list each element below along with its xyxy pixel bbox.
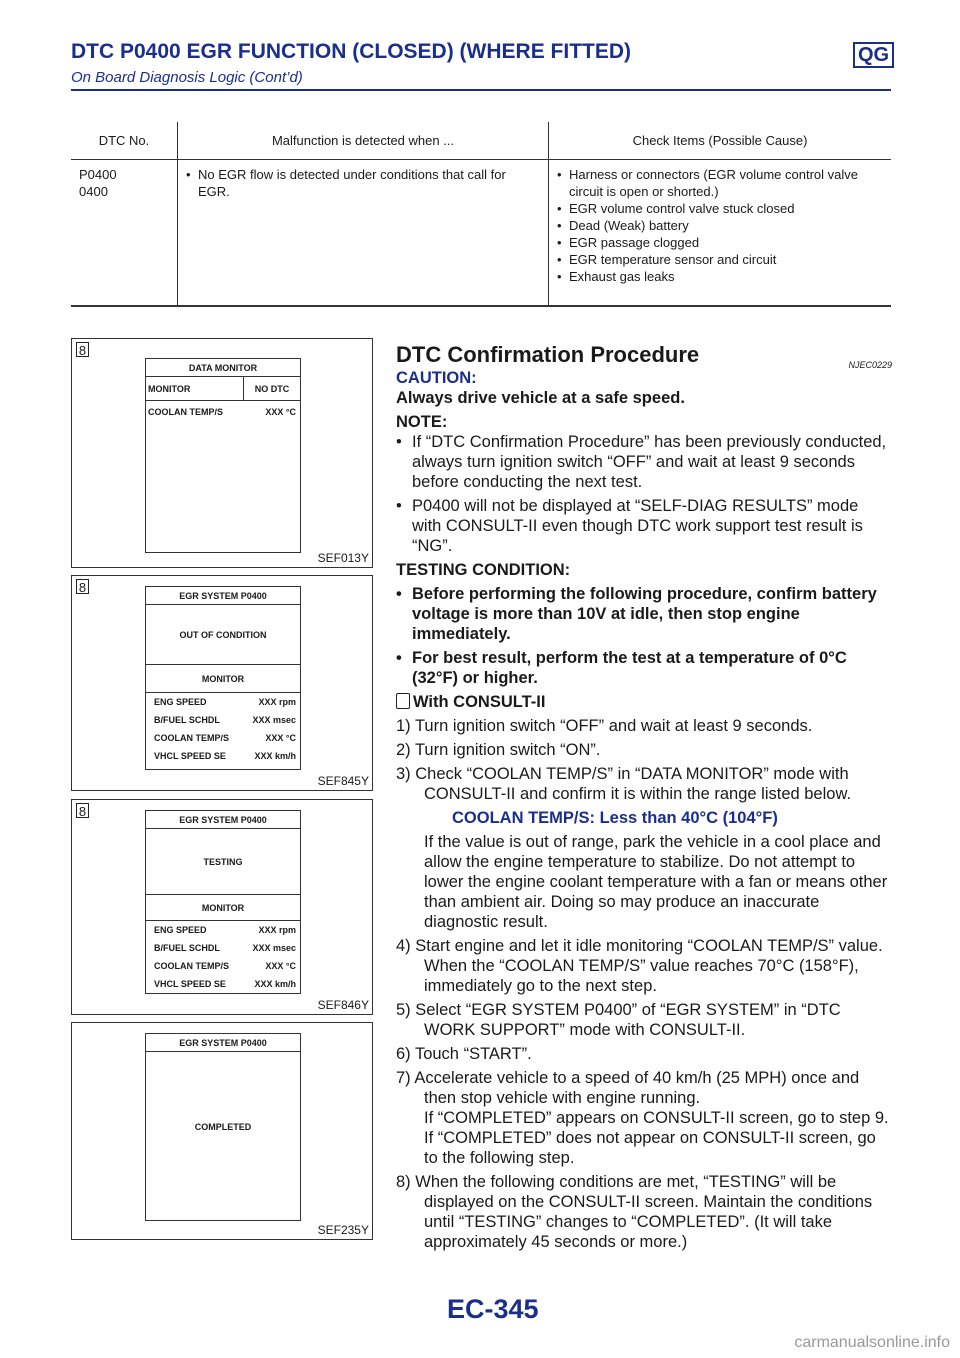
testing-condition-item: • For best result, perform the test at a temperature of 0°C (32°F) or higher. [396,648,892,688]
malfunction-cell [178,160,549,307]
data-value: XXX km/h [254,751,296,761]
data-row [146,733,300,743]
figure-testing [71,799,373,1015]
data-value: XXX msec [252,943,296,953]
figure-caption: SEF013Y [317,551,369,565]
step-item: 1) Turn ignition switch “OFF” and wait at least 9 seconds. [396,717,813,735]
data-label: COOLAN TEMP/S [148,407,224,417]
data-label: VHCL SPEED SE [154,979,226,989]
data-value: XXX km/h [254,979,296,989]
table-row [71,160,891,307]
step-item: 3) Check “COOLAN TEMP/S” in “DATA MONITOR” mode with CONSULT-II and confirm it is within the range listed below. [396,765,852,803]
figure-caption: SEF845Y [317,774,369,788]
screen-status: TESTING [146,829,300,895]
column-header: Check Items (Possible Cause) [549,122,892,160]
consult-screen [145,586,301,770]
page-title: DTC P0400 EGR FUNCTION (CLOSED) (WHERE FITTED) [71,40,632,63]
step-item: 6) Touch “START”. [396,1045,532,1063]
data-row [146,961,300,971]
section-code: NJEC0229 [848,360,892,370]
figure-completed [71,1022,373,1240]
column-header: DTC No. [71,122,178,160]
procedure-section [396,342,892,1256]
data-label: VHCL SPEED SE [154,751,226,761]
screen-status: COMPLETED [194,1122,252,1132]
data-row [146,401,300,417]
note-item: • If “DTC Confirmation Procedure” has been previously conducted, always turn ignition switch “OFF” and wait at least 9 seconds before conducting the next test. [396,432,892,492]
screen-monitor-row [146,377,300,401]
step-detail: If the value is out of range, park the vehicle in a cool place and allow the engine temperature to stabilize. Do not attempt to lower the engine coolant temperature with a fan or means other than ambient air. Doing so may produce an inaccurate diagnostic result. [424,833,888,931]
data-row [146,979,300,989]
data-row [146,697,300,707]
data-row [146,715,300,725]
check-item: • Exhaust gas leaks [557,268,883,285]
screen-status: OUT OF CONDITION [146,605,300,665]
data-value: XXX rpm [258,697,296,707]
data-row [146,751,300,761]
screen-title: EGR SYSTEM P0400 [146,587,300,605]
caution-label: CAUTION: [396,369,477,387]
data-value: XXX rpm [258,925,296,935]
dtc-number-alt: 0400 [79,184,108,199]
step-item: 2) Turn ignition switch “ON”. [396,741,601,759]
figure-number: 8 [76,342,89,357]
check-item: • EGR volume control valve stuck closed [557,200,883,217]
dtc-table [71,122,891,307]
step-item: 7) Accelerate vehicle to a speed of 40 km/h (25 MPH) once and then stop vehicle with engine running. [396,1069,860,1107]
caution-text: Always drive vehicle at a safe speed. [396,389,685,407]
monitor-label: MONITOR [146,377,244,400]
testing-condition-item: • Before performing the following procedure, confirm battery voltage is more than 10V at idle, then stop engine immediately. [396,584,892,644]
dtc-number: P0400 [79,167,117,182]
figure-caption: SEF846Y [317,998,369,1012]
data-value: XXX °C [265,407,296,417]
step-detail: If “COMPLETED” appears on CONSULT-II screen, go to step 9. [424,1109,889,1127]
data-label: COOLAN TEMP/S [154,733,230,743]
with-consult-text: With CONSULT-II [413,693,546,711]
note-label: NOTE: [396,413,448,431]
screen-title: DATA MONITOR [146,359,300,377]
data-label: B/FUEL SCHDL [154,715,220,725]
dtc-number-cell [71,160,178,307]
check-item: • Dead (Weak) battery [557,217,883,234]
spec-value: COOLAN TEMP/S: Less than 40°C (104°F) [452,809,778,827]
check-item: • EGR passage clogged [557,234,883,251]
testing-condition-label: TESTING CONDITION: [396,561,571,579]
consult-screen [145,1033,301,1221]
malfunction-item: • No EGR flow is detected under conditions that call for EGR. [186,166,540,200]
note-item: • P0400 will not be displayed at “SELF-DIAG RESULTS” mode with CONSULT-II even though DTC work support test result is “NG”. [396,496,892,556]
figure-caption: SEF235Y [317,1223,369,1237]
figure-data-monitor [71,338,373,568]
with-consult-heading [396,692,892,712]
check-item: • EGR temperature sensor and circuit [557,251,883,268]
header-rule [71,89,891,91]
screen-monitor: MONITOR [146,665,300,693]
data-value: XXX °C [265,733,296,743]
column-header: Malfunction is detected when ... [178,122,549,160]
figure-out-of-condition [71,575,373,791]
page-subtitle: On Board Diagnosis Logic (Cont’d) [71,69,303,86]
engine-badge: QG [853,42,894,68]
data-label: B/FUEL SCHDL [154,943,220,953]
step-item: 4) Start engine and let it idle monitoring “COOLAN TEMP/S” value. When the “COOLAN TEMP/S” value reaches 70°C (158°F), immediately go to the next step. [396,937,883,995]
data-label: COOLAN TEMP/S [154,961,230,971]
watermark: carmanualsonline.info [794,1334,950,1351]
consult-screen [145,358,301,553]
data-row [146,925,300,935]
consult-icon [396,693,410,709]
data-row [146,943,300,953]
table-header-row [71,122,891,160]
step-detail: If “COMPLETED” does not appear on CONSULT-II screen, go to the following step. [424,1129,876,1167]
consult-screen [145,810,301,994]
data-label: ENG SPEED [154,925,207,935]
data-value: XXX °C [265,961,296,971]
screen-title: EGR SYSTEM P0400 [146,1034,300,1052]
section-heading-text: DTC Confirmation Procedure [396,342,700,367]
screen-title: EGR SYSTEM P0400 [146,811,300,829]
screen-monitor: MONITOR [146,895,300,921]
no-dtc-label: NO DTC [254,384,290,394]
step-item: 5) Select “EGR SYSTEM P0400” of “EGR SYSTEM” in “DTC WORK SUPPORT” mode with CONSULT-II. [396,1001,841,1039]
check-item: • Harness or connectors (EGR volume control valve circuit is open or shorted.) [557,166,883,200]
figure-number: 8 [76,803,89,818]
step-item: 8) When the following conditions are met, “TESTING” will be displayed on the CONSULT-II screen. Maintain the conditions until “TESTING” changes to “COMPLETED”. (It will take approximately 45 seconds or more.) [396,1173,873,1251]
figure-number: 8 [76,579,89,594]
section-heading [396,342,892,368]
page-number: EC-345 [447,1294,539,1324]
check-items-cell [549,160,892,307]
data-value: XXX msec [252,715,296,725]
data-label: ENG SPEED [154,697,207,707]
